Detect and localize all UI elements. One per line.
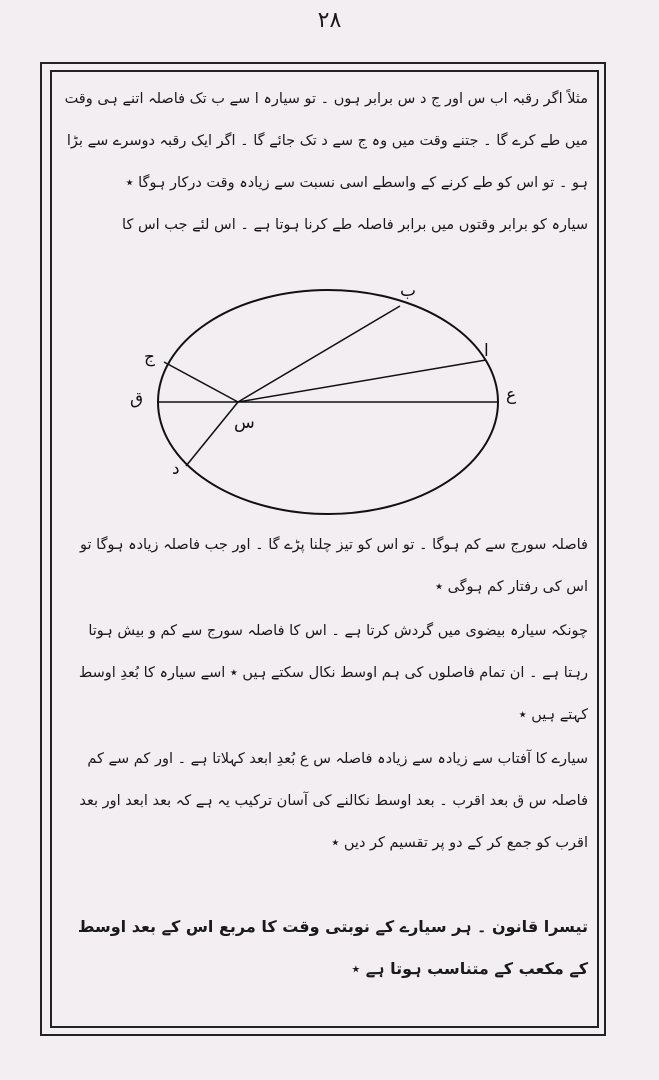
paragraph-third-law: تیسرا قانون ۔ ہر سیارے کے نوبتی وقت کا مربع اس کے بعد اوسط کے مکعب کے متناسب ہوتا ہے ٭ [77, 917, 588, 978]
paragraph-mean-distance: چونکہ سیارہ بیضوی میں گردش کرتا ہے ۔ اس کا فاصلہ سورج سے کم و بیش ہوتا رہتا ہے ۔ ان تمام فاصلوں کی ہم اوسط نکال سکتے ہیں ٭ اسے سیارہ کا بُعدِ اوسط کہتے ہیں ٭ [78, 623, 588, 723]
paragraph-equal-areas: مثلاً اگر رقبہ اب س اور ج د س برابر ہوں ۔ تو سیارہ ا سے ب تک فاصلہ اتنے ہی وقت میں طے کرے گا ۔ جتنے وقت میں وہ ج سے د تک جائے گا ۔ اگر ایک رقبہ دوسرے سے بڑا ہو ۔ تو اس کو طے کرنے کے واسطے اسی نسبت سے زیادہ وقت درکار ہوگا ٭ [64, 91, 588, 191]
paragraph-speed: فاصلہ سورج سے کم ہوگا ۔ تو اس کو تیز چلنا پڑے گا ۔ اور جب فاصلہ زیادہ ہوگا تو اس کی رفتار کم ہوگی ٭ [80, 537, 588, 595]
label-jeem: ج [144, 347, 155, 367]
label-b: ب [400, 281, 417, 301]
radius-to-dal [186, 402, 238, 466]
label-seen: س [234, 413, 255, 433]
label-dal: د [172, 459, 180, 479]
paragraph-equal-times: سیارہ کو برابر وقتوں میں برابر فاصلہ طے کرنا ہوتا ہے ۔ اس لئے جب اس کا [122, 217, 588, 233]
label-ain: ع [506, 385, 517, 405]
radius-to-a [238, 360, 486, 402]
ellipse-orbit-diagram [110, 270, 540, 520]
label-a: ا [484, 341, 489, 361]
radius-to-jeem [164, 362, 238, 402]
label-qaf: ق [130, 389, 144, 409]
paragraph-aphelion-perihelion: سیارے کا آفتاب سے زیادہ سے زیادہ فاصلہ س ع بُعدِ ابعد کہلاتا ہے ۔ اور کم سے کم فاصلہ س ق بعد اقرب ۔ بعد اوسط نکالنے کی آسان ترکیب یہ ہے کہ بعد ابعد اور بعد اقرب کو جمع کر کے دو پر تقسیم کر دیں ٭ [79, 751, 588, 851]
page-number: ۲۸ [317, 8, 342, 33]
